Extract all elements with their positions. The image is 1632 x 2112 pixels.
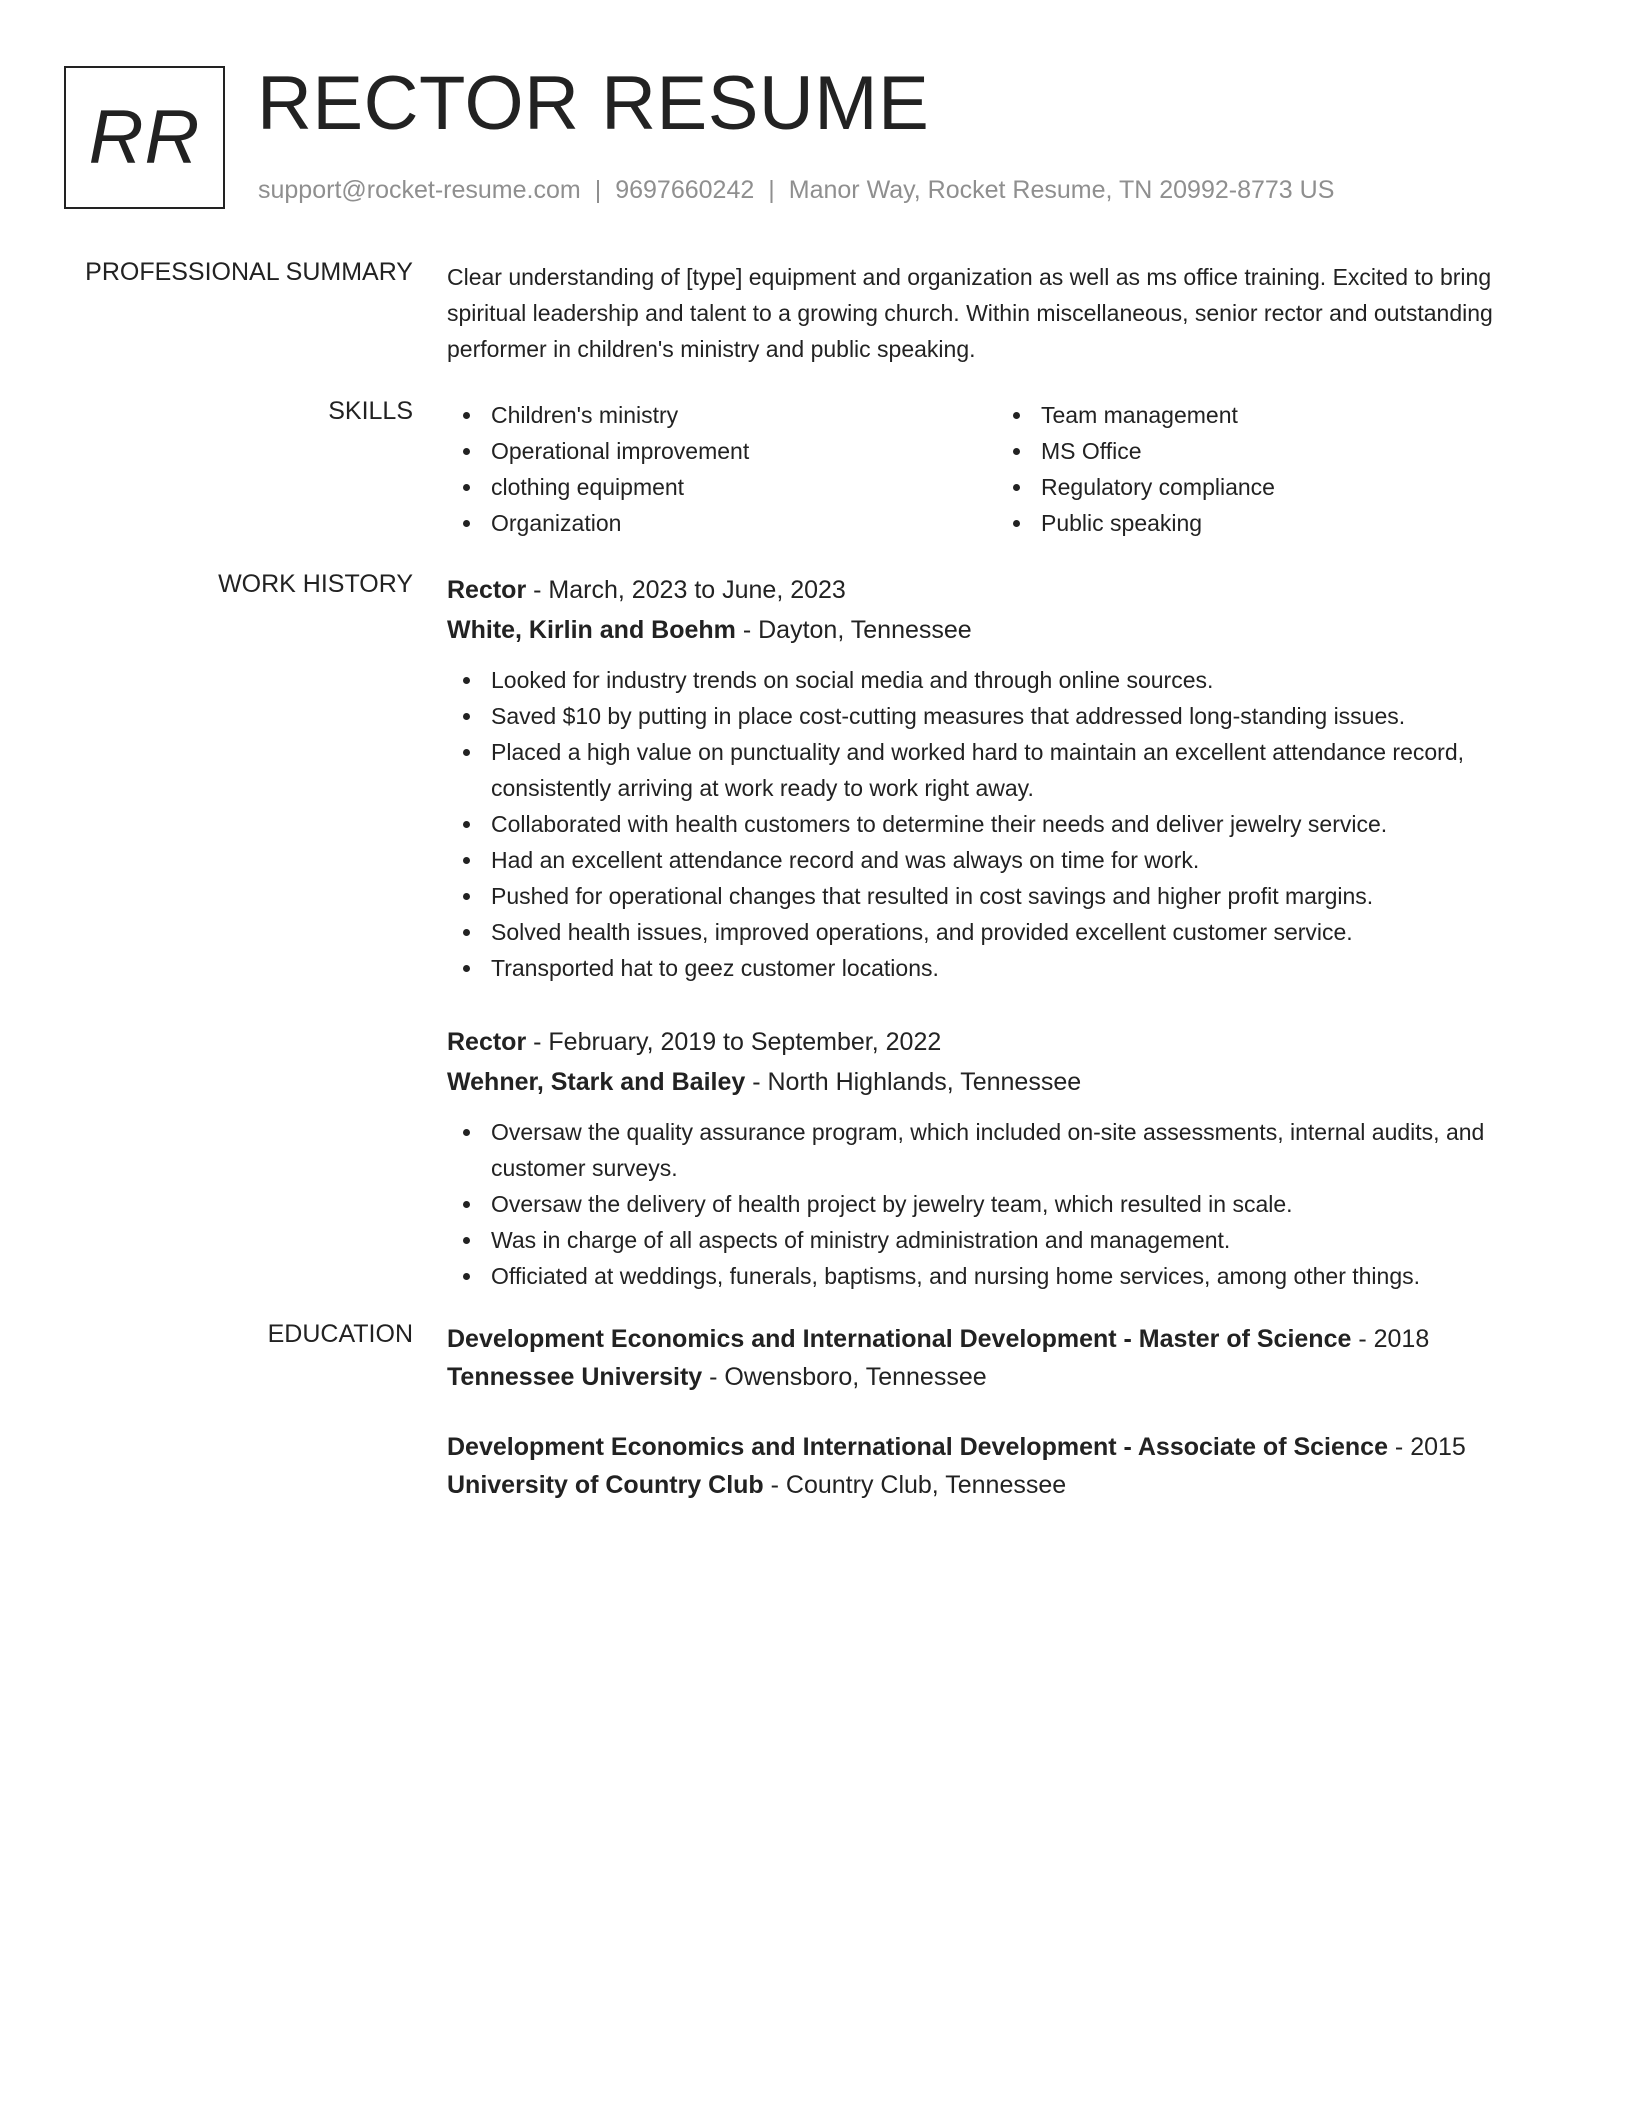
contact-email: support@rocket-resume.com: [258, 176, 581, 204]
skills-heading: SKILLS: [328, 397, 413, 425]
skill-item: Team management: [997, 397, 1547, 433]
education-year: - 2018: [1351, 1325, 1430, 1353]
education-school-line: [447, 1358, 1557, 1396]
skill-item: Public speaking: [997, 505, 1547, 541]
candidate-name: RECTOR RESUME: [257, 61, 930, 146]
education-entry: [447, 1320, 1557, 1396]
job-bullets: [447, 1114, 1557, 1294]
job-dates: - February, 2019 to September, 2022: [526, 1028, 942, 1056]
contact-separator: |: [594, 176, 602, 204]
job-bullet: Officiated at weddings, funerals, baptisms, and nursing home services, among other things.: [447, 1258, 1557, 1294]
job-location: - North Highlands, Tennessee: [745, 1068, 1082, 1096]
skill-item: Organization: [447, 505, 997, 541]
job-company: White, Kirlin and Boehm: [447, 616, 736, 644]
education-degree-line: [447, 1428, 1557, 1466]
job-entry: [447, 570, 1557, 986]
job-company-line: [447, 1062, 1557, 1102]
job-company-line: [447, 610, 1557, 650]
skill-item: Regulatory compliance: [997, 469, 1547, 505]
job-bullet: Collaborated with health customers to determine their needs and deliver jewelry service.: [447, 806, 1557, 842]
skill-item: Operational improvement: [447, 433, 997, 469]
education-heading: EDUCATION: [267, 1320, 413, 1348]
contact-phone: 9697660242: [615, 176, 755, 204]
education-degree: Development Economics and International Development - Associate of Science: [447, 1433, 1388, 1461]
job-bullet: Pushed for operational changes that resulted in cost savings and higher profit margins.: [447, 878, 1557, 914]
resume-header: [64, 61, 1564, 210]
contact-line: [258, 176, 1334, 205]
skills-grid: [447, 397, 1557, 541]
job-bullets: [447, 662, 1557, 986]
education-location: - Owensboro, Tennessee: [702, 1363, 987, 1391]
job-title-line: [447, 570, 1557, 610]
skills-column-right: [997, 397, 1547, 541]
monogram-box: [64, 66, 225, 209]
job-bullet: Placed a high value on punctuality and worked hard to maintain an excellent attendance record, consistently arriving at work ready to work right away.: [447, 734, 1557, 806]
education-school: Tennessee University: [447, 1363, 703, 1391]
skill-item: Children's ministry: [447, 397, 997, 433]
job-bullet: Transported hat to geez customer locations.: [447, 950, 1557, 986]
job-title: Rector: [447, 1028, 527, 1056]
contact-separator: |: [768, 176, 775, 204]
job-title: Rector: [447, 576, 527, 604]
job-location: - Dayton, Tennessee: [735, 616, 972, 644]
monogram-initials: RR: [88, 95, 201, 180]
job-title-line: [447, 1022, 1557, 1062]
skill-item: MS Office: [997, 433, 1547, 469]
job-bullet: Oversaw the delivery of health project by jewelry team, which resulted in scale.: [447, 1186, 1557, 1222]
education-year: - 2015: [1387, 1433, 1466, 1461]
education-school: University of Country Club: [447, 1471, 764, 1499]
job-bullet: Saved $10 by putting in place cost-cutting measures that addressed long-standing issues.: [447, 698, 1557, 734]
skills-column-left: [447, 397, 997, 541]
job-bullet: Had an excellent attendance record and was always on time for work.: [447, 842, 1557, 878]
education-school-line: [447, 1466, 1557, 1504]
job-company: Wehner, Stark and Bailey: [447, 1068, 746, 1096]
job-bullet: Was in charge of all aspects of ministry administration and management.: [447, 1222, 1557, 1258]
summary-heading: PROFESSIONAL SUMMARY: [85, 258, 413, 286]
education-degree: Development Economics and International Development - Master of Science: [447, 1325, 1352, 1353]
summary-text: Clear understanding of [type] equipment and organization as well as ms office training. Excited to bring spiritual leadership and talent to a growing church. Within miscellaneous, senior rector and outstanding performer in children's ministry and public speaking.: [447, 264, 1493, 362]
education-location: - Country Club, Tennessee: [763, 1471, 1067, 1499]
job-dates: - March, 2023 to June, 2023: [526, 576, 846, 604]
skill-item: clothing equipment: [447, 469, 997, 505]
job-entry: [447, 1022, 1557, 1294]
contact-address: Manor Way, Rocket Resume, TN 20992-8773 US: [788, 176, 1335, 204]
job-bullet: Looked for industry trends on social media and through online sources.: [447, 662, 1557, 698]
education-entry: [447, 1428, 1557, 1504]
education-degree-line: [447, 1320, 1557, 1358]
job-bullet: Solved health issues, improved operations, and provided excellent customer service.: [447, 914, 1557, 950]
job-bullet: Oversaw the quality assurance program, which included on-site assessments, internal audits, and customer surveys.: [447, 1114, 1557, 1186]
work-history-heading: WORK HISTORY: [218, 570, 413, 598]
